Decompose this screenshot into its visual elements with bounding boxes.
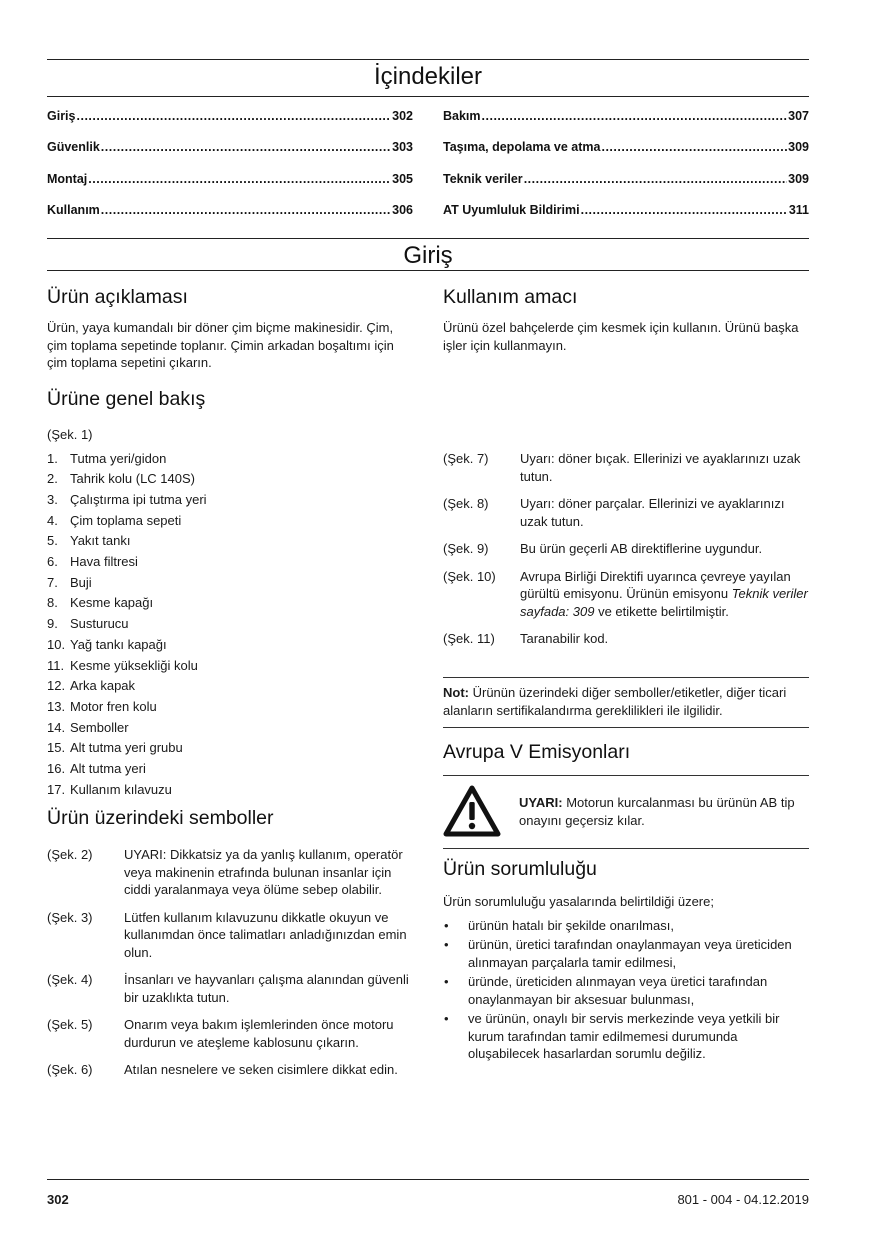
toc-label: Taşıma, depolama ve atma bbox=[443, 140, 601, 154]
intended-use-heading: Kullanım amacı bbox=[443, 286, 578, 308]
list-item: 11. Kesme yüksekliği kolu bbox=[47, 657, 198, 673]
page-number: 302 bbox=[47, 1192, 69, 1207]
toc-label: Kullanım bbox=[47, 203, 100, 217]
symbol-item: (Şek. 9) Bu ürün geçerli AB direktiflerine uygundur. bbox=[443, 541, 763, 556]
section-top-rule bbox=[47, 238, 809, 239]
list-item: • üründe, üreticiden alınmayan veya üretici tarafından onaylanmayan bir aksesuar bulunması, bbox=[444, 974, 768, 1007]
symbol-item: (Şek. 2) UYARI: Dikkatsiz ya da yanlış kullanım, operatör veya makinenin etrafında bulunan insanlar için ciddi yaralanmaya veya ölüme sebep olabilir. bbox=[47, 847, 403, 897]
product-description-heading: Ürün açıklaması bbox=[47, 286, 188, 308]
symbol-item: (Şek. 3) Lütfen kullanım kılavuzunu dikkatle okuyun ve kullanımdan önce talimatları anladığınızdan emin olun. bbox=[47, 909, 407, 960]
symbol-item: (Şek. 4) İnsanları ve hayvanları çalışma alanından güvenli bir uzaklıkta tutun. bbox=[47, 972, 409, 1005]
toc-top-rule bbox=[47, 59, 809, 60]
warning-box bbox=[443, 785, 809, 842]
toc-entry[interactable] bbox=[47, 109, 413, 123]
toc-label: Giriş bbox=[47, 109, 76, 123]
symbol-item: (Şek. 8) Uyarı: döner parçalar. Ellerinizi ve ayaklarınızı uzak tutun. bbox=[443, 496, 785, 529]
toc-entry[interactable] bbox=[443, 172, 809, 186]
list-item: 5. Yakıt tankı bbox=[47, 533, 131, 549]
toc-page: 302 bbox=[392, 109, 413, 123]
symbol-list-right bbox=[443, 450, 809, 648]
list-item: 12. Arka kapak bbox=[47, 678, 136, 694]
document-id: 801 - 004 - 04.12.2019 bbox=[677, 1192, 809, 1207]
product-description-section bbox=[47, 286, 413, 372]
emissions-heading: Avrupa V Emisyonları bbox=[443, 741, 631, 763]
liability-bullet-list bbox=[443, 917, 809, 1063]
symbol-item: (Şek. 5) Onarım veya bakım işlemlerinden önce motoru durdurun ve ateşleme kablosunu çıkarın. bbox=[47, 1017, 394, 1050]
list-item: • ürünün hatalı bir şekilde onarılması, bbox=[444, 917, 674, 933]
toc-title: İçindekiler bbox=[373, 63, 483, 90]
warning-text: UYARI: Motorun kurcalanması bu ürünün AB tip onayını geçersiz kılar. bbox=[519, 795, 795, 828]
toc-page: 303 bbox=[392, 140, 413, 154]
list-item: 4. Çim toplama sepeti bbox=[47, 512, 182, 528]
toc-label: Teknik veriler bbox=[443, 172, 523, 186]
overview-list bbox=[47, 449, 413, 801]
list-item: 9. Susturucu bbox=[47, 616, 129, 632]
toc-label: Montaj bbox=[47, 172, 88, 186]
list-item: 16. Alt tutma yeri bbox=[47, 761, 146, 777]
toc-entry[interactable] bbox=[47, 203, 413, 217]
toc-page: 309 bbox=[788, 140, 809, 154]
list-item: • ve ürünün, onaylı bir servis merkezinde veya yetkili bir kurum tarafından tamir edilmemesi durumunda oluşabilecek hasarlardan sorumlu değiliz. bbox=[444, 1011, 780, 1061]
list-item: 6. Hava filtresi bbox=[47, 554, 138, 570]
toc-label: AT Uyumluluk Bildirimi bbox=[443, 203, 580, 217]
toc-entry[interactable] bbox=[443, 203, 809, 217]
note-bottom-rule bbox=[443, 727, 809, 728]
cross-reference-link[interactable]: Teknik veriler sayfada: 309 bbox=[520, 586, 808, 619]
product-liability-intro: Ürün sorumluluğu yasalarında belirtildiği üzere; bbox=[443, 894, 714, 909]
note-top-rule bbox=[443, 677, 809, 678]
symbol-item: (Şek. 7) Uyarı: döner bıçak. Ellerinizi ve ayaklarınızı uzak tutun. bbox=[443, 451, 801, 484]
product-symbols-section bbox=[47, 807, 413, 1079]
toc-bottom-rule bbox=[47, 96, 809, 97]
toc-page: 306 bbox=[392, 203, 413, 217]
list-item: 3. Çalıştırma ipi tutma yeri bbox=[47, 491, 207, 507]
footer-rule bbox=[47, 1179, 809, 1180]
section-bottom-rule bbox=[47, 270, 809, 271]
product-description-text: Ürün, yaya kumandalı bir döner çim biçme makinesidir. Çim, çim toplama sepetinde toplanır. Çimin arkadan boşaltımı için çim toplama sepetini çıkarın. bbox=[47, 320, 394, 370]
emissions-section bbox=[443, 741, 809, 849]
symbol-list bbox=[47, 846, 413, 1079]
intended-use-text: Ürünü özel bahçelerde çim kesmek için kullanın. Ürünü başka işler için kullanmayın. bbox=[443, 320, 799, 353]
toc-page: 311 bbox=[788, 203, 809, 217]
list-item: • ürünün, üretici tarafından onaylanmayan veya üreticiden alınmayan parçalarla tamir edilmesi, bbox=[444, 937, 792, 970]
list-item: 10. Yağ tankı kapağı bbox=[47, 636, 167, 652]
list-item: 17. Kullanım kılavuzu bbox=[47, 781, 172, 797]
warning-triangle-icon bbox=[443, 785, 519, 842]
product-overview-heading: Ürüne genel bakış bbox=[47, 388, 206, 410]
warning-bottom-rule bbox=[443, 848, 809, 849]
toc-page: 307 bbox=[788, 109, 809, 123]
list-item: 8. Kesme kapağı bbox=[47, 595, 154, 611]
warning-top-rule bbox=[443, 775, 809, 776]
symbol-item: (Şek. 11) Taranabilir kod. bbox=[443, 631, 609, 646]
toc-label: Güvenlik bbox=[47, 140, 100, 154]
toc-page: 309 bbox=[788, 172, 809, 186]
list-item: 13. Motor fren kolu bbox=[47, 698, 157, 714]
list-item: 1. Tutma yeri/gidon bbox=[47, 450, 167, 466]
toc-entry[interactable] bbox=[47, 172, 413, 186]
toc-entry[interactable] bbox=[47, 140, 413, 154]
note-text: Not: Ürünün üzerindeki diğer semboller/etiketler, diğer ticari alanların sertifikalandırma gereklilikleri ile ilgilidir. bbox=[443, 685, 787, 718]
list-item: 7. Buji bbox=[47, 574, 92, 590]
product-liability-section bbox=[443, 858, 809, 1063]
toc-label: Bakım bbox=[443, 109, 481, 123]
product-symbols-heading: Ürün üzerindeki semboller bbox=[47, 807, 274, 829]
product-overview-section bbox=[47, 388, 413, 800]
note-box bbox=[443, 677, 809, 728]
section-title: Giriş bbox=[403, 242, 453, 269]
symbol-item: (Şek. 10) Avrupa Birliği Direktifi uyarınca çevreye yayılan gürültü emisyonu. Ürünün emisyonu Teknik veriler sayfada: 309 ve etikette belirtilmiştir. bbox=[443, 568, 808, 619]
list-item: 2. Tahrik kolu (LC 140S) bbox=[47, 471, 195, 487]
list-item: 14. Semboller bbox=[47, 719, 129, 735]
toc-entry[interactable] bbox=[443, 109, 809, 123]
figure-ref: (Şek. 1) bbox=[47, 427, 93, 442]
product-liability-heading: Ürün sorumluluğu bbox=[443, 858, 597, 880]
symbol-item: (Şek. 6) Atılan nesnelere ve seken cisimlere dikkat edin. bbox=[47, 1062, 398, 1077]
intended-use-section bbox=[443, 286, 809, 354]
toc-entry[interactable] bbox=[443, 140, 809, 154]
toc-page: 305 bbox=[392, 172, 413, 186]
list-item: 15. Alt tutma yeri grubu bbox=[47, 740, 183, 756]
